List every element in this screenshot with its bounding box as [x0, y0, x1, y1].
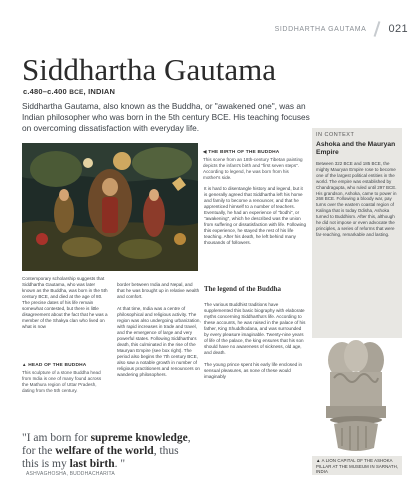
left-column-text	[22, 276, 108, 330]
up-arrow-icon: ▲	[22, 362, 27, 367]
section-name: SIDDHARTHA GAUTAMA	[274, 25, 367, 33]
in-context-box	[312, 128, 402, 475]
context-title: Ashoka and the Mauryan Empire	[316, 141, 396, 156]
date-era: BCE	[69, 89, 84, 96]
pull-quote: "I am born for supreme knowledge, for the welfare of the world, thus this is my last birth. "	[22, 432, 191, 470]
lion-capital-image	[312, 338, 402, 456]
context-label: IN CONTEXT	[316, 132, 355, 138]
head-caption-body: This sculpture of a stone Buddha head from India is one of many found across the Mathura region of Uttar Pradesh, dating from the 5th century.	[22, 370, 102, 393]
left-column-lead: Contemporary scholarship suggests that Siddhartha Gautama, who was later known as the Buddha, was born in the 5th century BCE, and died at the age of 80. The precise dates of his life remain somewhat contested, but there is little disagreement about the fact that he was a member of the Shakya clan who lived on what is now	[22, 276, 108, 329]
right-column-text-1: It is hard to disentangle history and legend, but it is generally agreed that Siddhartha left his home and family to become a renouncer, and that he apprenticed himself to a number of teachers. Eventually, he had an experience of "bodhi", or "awakening", which he described was the union from suffering or dissatisfaction with life. Following this experience, he stayed the rest of his life teaching. After his death, he left behind many thousands of followers.	[204, 186, 307, 245]
running-head	[275, 22, 408, 36]
painting-caption-body: This scene from an 18th-century Tibetan painting depicts the infant's birth and "first seven steps". According to legend, he was born from his mother's side.	[203, 157, 303, 180]
legend-subhead: The legend of the Buddha	[204, 285, 282, 293]
head-caption-head: ▲ HEAD OF THE BUDDHA	[22, 362, 87, 368]
page-number: 021	[388, 23, 408, 35]
intro-paragraph: Siddhartha Gautama, also known as the Buddha, or "awakened one", was an Indian philosopher who was born in the 5th century BCE. His teaching focuses on overcoming dissatisfaction with everyday life.	[22, 101, 310, 133]
birth-of-buddha-painting	[22, 143, 198, 271]
context-image-caption: ▲ A LION CAPITAL OF THE ASHOKA PILLAR AT THE MUSEUM IN SARNATH, INDIA	[316, 458, 399, 475]
left-arrow-icon: ◀	[203, 149, 207, 154]
up-arrow-icon: ▲	[316, 458, 321, 463]
painting-caption-head: ◀ THE BIRTH OF THE BUDDHA	[203, 149, 280, 155]
head-caption	[22, 362, 108, 394]
context-body: Between 322 BCE and 185 BCE, the mighty Mauryan Empire rose to become one of the largest political entities in the world. The empire was established by Chandragupta, who ruled until 297 BCE. His grandson, Ashoka, came to power in 268 BCE. Following a bloody war, pay turns over the eastern coastal region of Kalinga that is today Odisha, Ashoka turned to Buddhism. After this, although he did not impose or even advocate the principles, a series of reforms that were far-reaching, remarkable and lasting.	[316, 161, 397, 237]
separator-slash	[371, 22, 383, 36]
page-title: Siddhartha Gautama	[22, 52, 276, 87]
nationality: , INDIAN	[83, 87, 116, 96]
painting-caption	[203, 149, 307, 181]
quote-attribution: ASHVAGHOSHA, BUDDHACHARITA	[26, 471, 115, 477]
right-column-text-2: The various Buddhist traditions have supplemented this basic biography with elaborate myths concerning Siddhartha's life. According to these accounts, he was raised in the palace of his father, King Shuddhodana, and was surrounded by every pleasure imaginable. Twenty-nine years of life of the palace, the king ensures that his son should have no awareness of sickness, old age, and death. The young prince spent his early life enclosed in sensual pleasures, as none of these would imaginably	[204, 302, 306, 379]
dates-line	[23, 87, 115, 96]
middle-column-text: border between India and Nepal, and that he was brought up in relative wealth and comfort. At that time, India was a centre of philosophical and religious activity. The region was also undergoing urbanization, with rapid increases in trade and travel, and the emergence of large and very powerful states. Following Siddhartha's death, this culminated in the rise of the Mauryan Empire (see box right). The period also begins the 7th century BCE, also saw a notable growth in number of religious practitioners and renouncers on wandering philosophers.	[117, 282, 201, 377]
date-range: c.480–c.400	[23, 87, 67, 96]
